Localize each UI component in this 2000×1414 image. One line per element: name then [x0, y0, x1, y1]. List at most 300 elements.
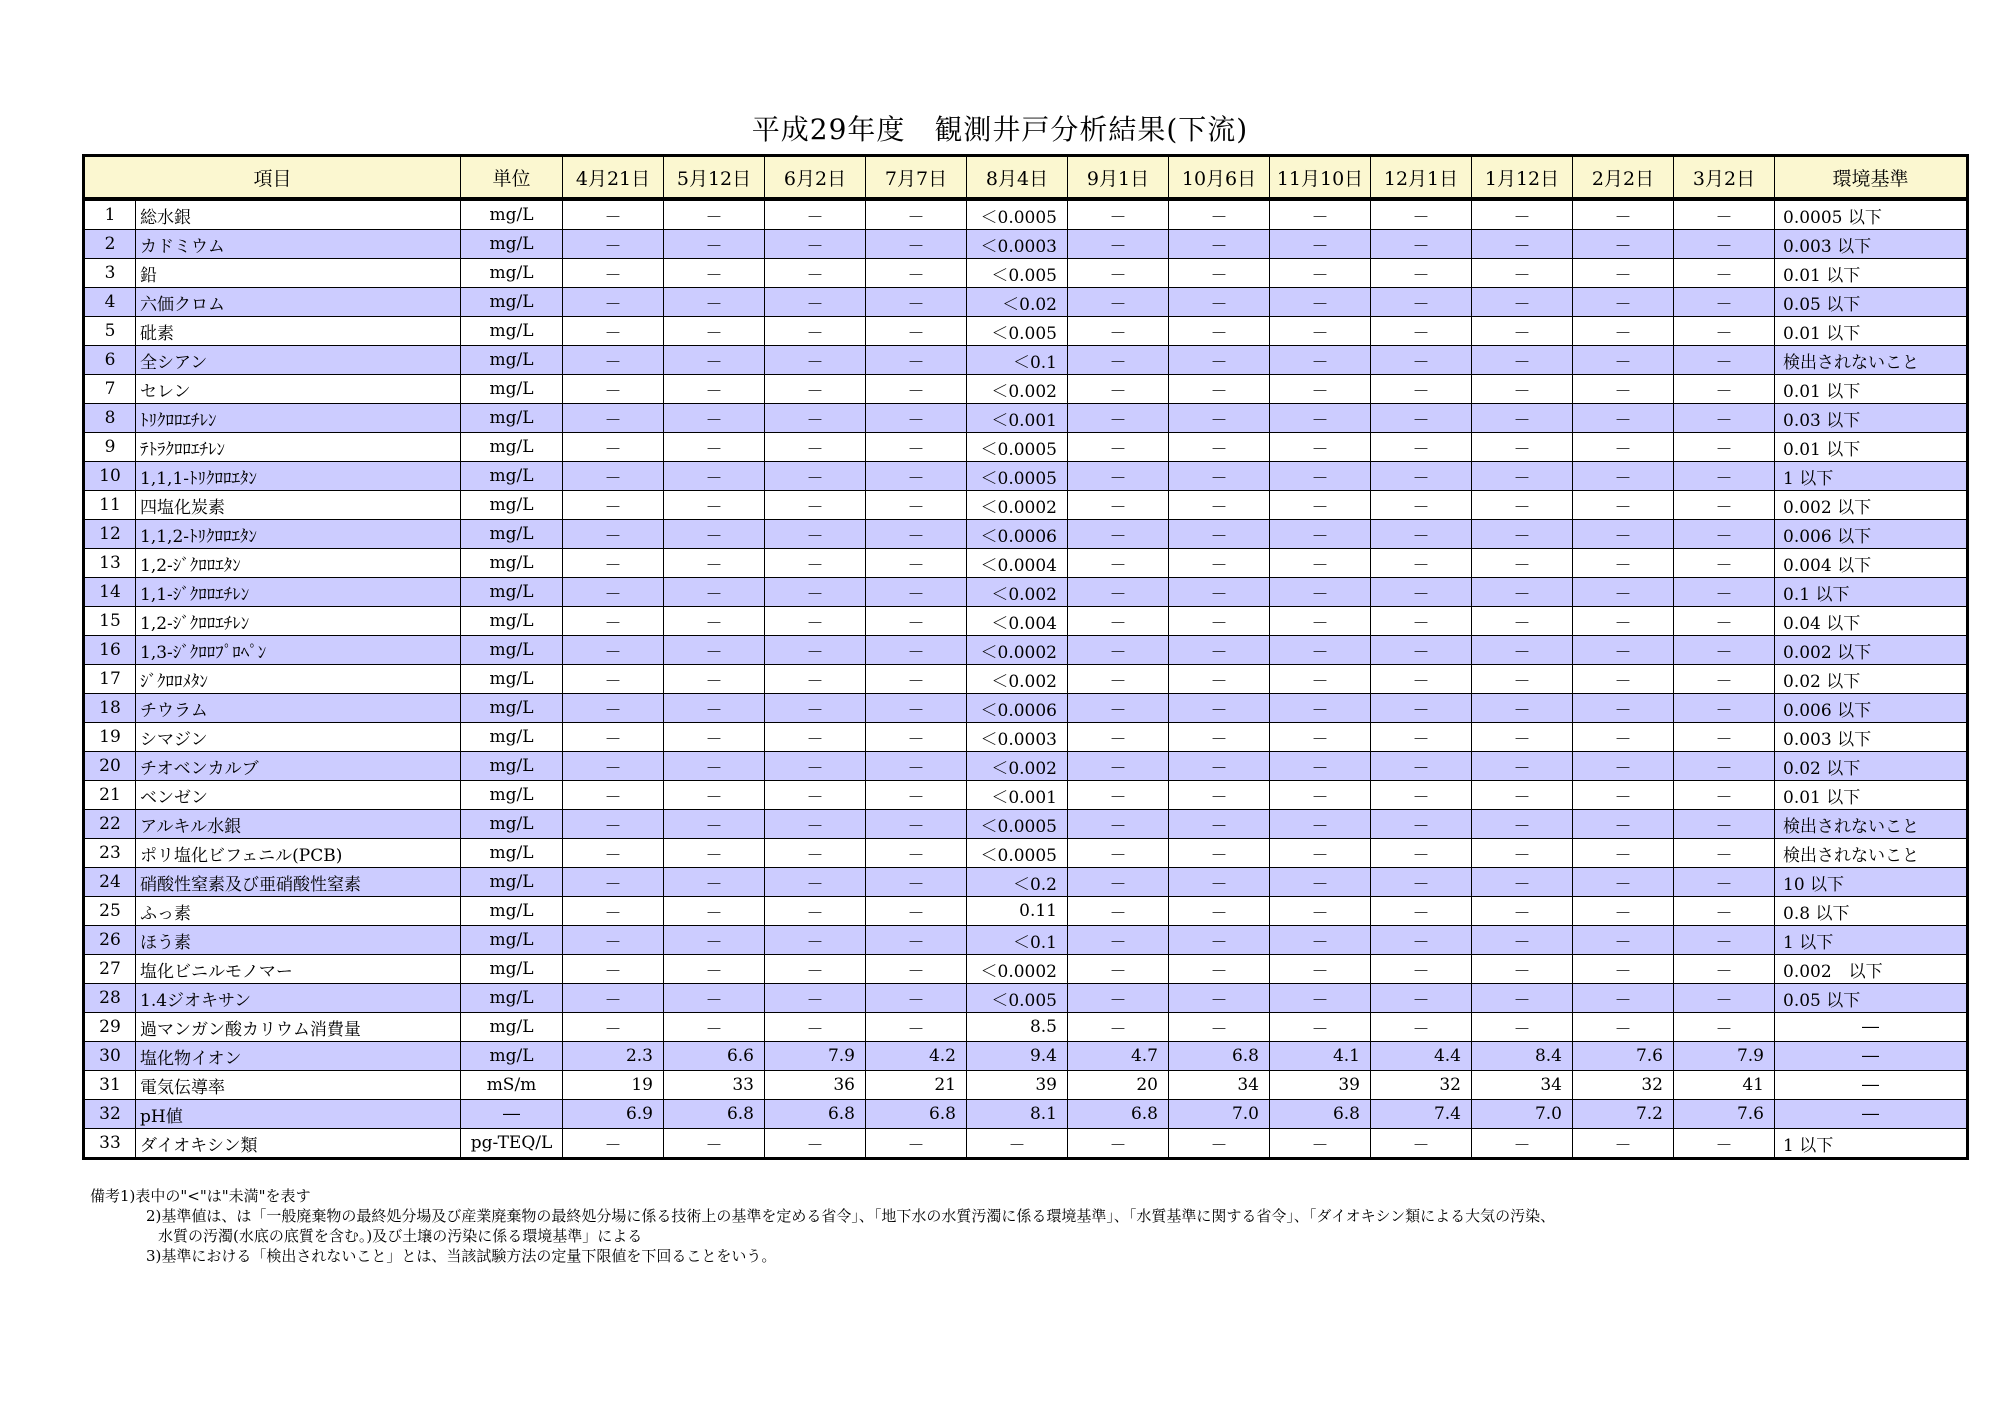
- value-cell: －: [1573, 781, 1674, 810]
- unit-cell: mg/L: [461, 694, 563, 723]
- value-cell: －: [1573, 723, 1674, 752]
- value-cell: －: [1371, 1013, 1472, 1042]
- value-cell: －: [1169, 491, 1270, 520]
- item-name: 鉛: [136, 259, 461, 288]
- value-cell: 34: [1169, 1071, 1270, 1100]
- header-standard: 環境基準: [1775, 156, 1968, 200]
- header-row: [84, 156, 1968, 200]
- row-number: 1: [84, 199, 136, 230]
- value-cell: －: [1371, 897, 1472, 926]
- value-cell: －: [1068, 926, 1169, 955]
- row-number: 11: [84, 491, 136, 520]
- value-cell: －: [563, 346, 664, 375]
- value-cell: －: [866, 230, 967, 259]
- value-cell: －: [664, 781, 765, 810]
- item-name: ベンゼン: [136, 781, 461, 810]
- value-cell: －: [1169, 578, 1270, 607]
- unit-cell: mg/L: [461, 1013, 563, 1042]
- value-cell: 33: [664, 1071, 765, 1100]
- value-cell: －: [1169, 1129, 1270, 1159]
- value-cell: －: [1371, 752, 1472, 781]
- header-date: 4月21日: [563, 156, 664, 200]
- value-cell: －: [1674, 984, 1775, 1013]
- value-cell: －: [1472, 636, 1573, 665]
- value-cell: －: [1573, 462, 1674, 491]
- value-cell: －: [1270, 810, 1371, 839]
- table-row: [84, 375, 1968, 404]
- value-cell: －: [765, 636, 866, 665]
- item-name: 過マンガン酸カリウム消費量: [136, 1013, 461, 1042]
- value-cell: －: [1674, 288, 1775, 317]
- table-row: [84, 578, 1968, 607]
- table-row: [84, 288, 1968, 317]
- value-cell: －: [1068, 984, 1169, 1013]
- row-number: 32: [84, 1100, 136, 1129]
- value-cell: ＜0.0005: [967, 462, 1068, 491]
- value-cell: －: [1068, 375, 1169, 404]
- value-cell: －: [1674, 230, 1775, 259]
- table-row: [84, 1100, 1968, 1129]
- table-row: [84, 723, 1968, 752]
- value-cell: －: [1472, 810, 1573, 839]
- value-cell: －: [563, 636, 664, 665]
- value-cell: －: [1270, 288, 1371, 317]
- row-number: 19: [84, 723, 136, 752]
- table-row: [84, 1129, 1968, 1159]
- value-cell: ＜0.001: [967, 781, 1068, 810]
- value-cell: －: [765, 549, 866, 578]
- analysis-table: [82, 154, 1969, 1160]
- value-cell: －: [765, 607, 866, 636]
- unit-cell: mg/L: [461, 636, 563, 665]
- value-cell: 41: [1674, 1071, 1775, 1100]
- header-date: 5月12日: [664, 156, 765, 200]
- item-name: 1.4ジオキサン: [136, 984, 461, 1013]
- value-cell: －: [664, 462, 765, 491]
- value-cell: －: [664, 955, 765, 984]
- value-cell: 36: [765, 1071, 866, 1100]
- value-cell: 7.6: [1674, 1100, 1775, 1129]
- value-cell: －: [1371, 520, 1472, 549]
- value-cell: －: [765, 346, 866, 375]
- table-row: [84, 404, 1968, 433]
- value-cell: －: [563, 317, 664, 346]
- note-line: 2)基準値は、は「一般廃棄物の最終処分場及び産業廃棄物の最終処分場に係る技術上の基準を定める省令」、「地下水の水質汚濁に係る環境基準」、「水質基準に関する省令」、「ダイオキシン類による大気の汚染、: [146, 1207, 1556, 1225]
- value-cell: －: [1068, 781, 1169, 810]
- value-cell: －: [1573, 549, 1674, 578]
- value-cell: －: [866, 199, 967, 230]
- value-cell: －: [866, 404, 967, 433]
- table-row: [84, 259, 1968, 288]
- value-cell: ＜0.002: [967, 752, 1068, 781]
- value-cell: 7.4: [1371, 1100, 1472, 1129]
- value-cell: －: [1068, 810, 1169, 839]
- value-cell: 6.8: [866, 1100, 967, 1129]
- value-cell: －: [1674, 781, 1775, 810]
- row-number: 20: [84, 752, 136, 781]
- value-cell: －: [1169, 346, 1270, 375]
- item-name: 総水銀: [136, 199, 461, 230]
- value-cell: －: [1371, 549, 1472, 578]
- value-cell: －: [1674, 520, 1775, 549]
- standard-cell: 0.05 以下: [1775, 288, 1968, 317]
- value-cell: －: [1674, 346, 1775, 375]
- standard-cell: 0.003 以下: [1775, 723, 1968, 752]
- value-cell: －: [1270, 665, 1371, 694]
- value-cell: －: [1169, 955, 1270, 984]
- unit-cell: mg/L: [461, 955, 563, 984]
- value-cell: －: [765, 955, 866, 984]
- value-cell: －: [1472, 199, 1573, 230]
- value-cell: －: [1674, 491, 1775, 520]
- value-cell: －: [1169, 404, 1270, 433]
- value-cell: －: [866, 259, 967, 288]
- value-cell: －: [1068, 462, 1169, 491]
- unit-cell: pg-TEQ/L: [461, 1129, 563, 1159]
- value-cell: 8.4: [1472, 1042, 1573, 1071]
- row-number: 8: [84, 404, 136, 433]
- value-cell: －: [1674, 549, 1775, 578]
- value-cell: ＜0.0003: [967, 723, 1068, 752]
- header-date: 6月2日: [765, 156, 866, 200]
- standard-cell: 検出されないこと: [1775, 839, 1968, 868]
- value-cell: －: [866, 694, 967, 723]
- value-cell: －: [765, 317, 866, 346]
- value-cell: －: [866, 433, 967, 462]
- value-cell: －: [1573, 404, 1674, 433]
- value-cell: 39: [1270, 1071, 1371, 1100]
- item-name: ふっ素: [136, 897, 461, 926]
- standard-cell: ―: [1775, 1071, 1968, 1100]
- row-number: 29: [84, 1013, 136, 1042]
- value-cell: －: [765, 868, 866, 897]
- value-cell: －: [664, 199, 765, 230]
- standard-cell: 検出されないこと: [1775, 810, 1968, 839]
- table-row: [84, 781, 1968, 810]
- item-name: セレン: [136, 375, 461, 404]
- value-cell: 6.6: [664, 1042, 765, 1071]
- value-cell: －: [664, 288, 765, 317]
- value-cell: －: [1270, 491, 1371, 520]
- header-date: 1月12日: [1472, 156, 1573, 200]
- standard-cell: 0.003 以下: [1775, 230, 1968, 259]
- value-cell: －: [1573, 578, 1674, 607]
- value-cell: －: [866, 984, 967, 1013]
- value-cell: －: [563, 723, 664, 752]
- value-cell: －: [1573, 955, 1674, 984]
- value-cell: －: [563, 926, 664, 955]
- value-cell: －: [866, 926, 967, 955]
- value-cell: ＜0.0002: [967, 491, 1068, 520]
- value-cell: －: [866, 1129, 967, 1159]
- item-name: チオベンカルブ: [136, 752, 461, 781]
- value-cell: －: [664, 984, 765, 1013]
- value-cell: －: [1270, 549, 1371, 578]
- standard-cell: 0.01 以下: [1775, 375, 1968, 404]
- value-cell: －: [563, 549, 664, 578]
- standard-cell: 0.01 以下: [1775, 259, 1968, 288]
- unit-cell: mg/L: [461, 230, 563, 259]
- item-name: ポリ塩化ビフェニル(PCB): [136, 839, 461, 868]
- unit-cell: mg/L: [461, 665, 563, 694]
- value-cell: －: [1371, 491, 1472, 520]
- unit-cell: mg/L: [461, 404, 563, 433]
- standard-cell: 0.01 以下: [1775, 317, 1968, 346]
- value-cell: －: [1674, 926, 1775, 955]
- value-cell: －: [563, 259, 664, 288]
- value-cell: 7.2: [1573, 1100, 1674, 1129]
- value-cell: －: [1674, 636, 1775, 665]
- value-cell: 21: [866, 1071, 967, 1100]
- value-cell: －: [1674, 607, 1775, 636]
- row-number: 26: [84, 926, 136, 955]
- value-cell: －: [1371, 288, 1472, 317]
- unit-cell: mg/L: [461, 578, 563, 607]
- value-cell: －: [1068, 1013, 1169, 1042]
- value-cell: －: [765, 897, 866, 926]
- value-cell: ＜0.004: [967, 607, 1068, 636]
- value-cell: －: [1169, 810, 1270, 839]
- value-cell: －: [563, 375, 664, 404]
- value-cell: －: [1674, 955, 1775, 984]
- value-cell: －: [1573, 1013, 1674, 1042]
- item-name: 全シアン: [136, 346, 461, 375]
- value-cell: ＜0.0005: [967, 433, 1068, 462]
- value-cell: －: [1674, 1129, 1775, 1159]
- value-cell: ＜0.002: [967, 665, 1068, 694]
- item-name: チウラム: [136, 694, 461, 723]
- value-cell: －: [1270, 897, 1371, 926]
- header-date: 10月6日: [1169, 156, 1270, 200]
- value-cell: －: [1472, 317, 1573, 346]
- value-cell: －: [1371, 868, 1472, 897]
- value-cell: －: [1674, 752, 1775, 781]
- row-number: 5: [84, 317, 136, 346]
- value-cell: －: [765, 810, 866, 839]
- value-cell: －: [1573, 199, 1674, 230]
- row-number: 4: [84, 288, 136, 317]
- value-cell: －: [1371, 230, 1472, 259]
- value-cell: －: [563, 578, 664, 607]
- unit-cell: mg/L: [461, 520, 563, 549]
- value-cell: －: [1068, 636, 1169, 665]
- value-cell: －: [1068, 955, 1169, 984]
- item-name: 1,1,1-ﾄﾘｸﾛﾛｴﾀﾝ: [136, 462, 461, 491]
- value-cell: －: [1068, 868, 1169, 897]
- value-cell: －: [1573, 607, 1674, 636]
- value-cell: －: [866, 346, 967, 375]
- table-row: [84, 955, 1968, 984]
- value-cell: －: [866, 781, 967, 810]
- value-cell: －: [1371, 199, 1472, 230]
- row-number: 23: [84, 839, 136, 868]
- row-number: 3: [84, 259, 136, 288]
- value-cell: －: [1674, 810, 1775, 839]
- row-number: 6: [84, 346, 136, 375]
- value-cell: －: [1674, 578, 1775, 607]
- value-cell: －: [1270, 462, 1371, 491]
- value-cell: －: [1169, 288, 1270, 317]
- value-cell: －: [1270, 404, 1371, 433]
- unit-cell: mg/L: [461, 752, 563, 781]
- item-name: 1,3-ｼﾞｸﾛﾛﾌﾟﾛﾍﾟﾝ: [136, 636, 461, 665]
- value-cell: －: [664, 752, 765, 781]
- value-cell: －: [1270, 955, 1371, 984]
- unit-cell: mg/L: [461, 897, 563, 926]
- unit-cell: mg/L: [461, 984, 563, 1013]
- standard-cell: 0.002 以下: [1775, 636, 1968, 665]
- value-cell: 19: [563, 1071, 664, 1100]
- table-row: [84, 665, 1968, 694]
- value-cell: －: [1472, 433, 1573, 462]
- value-cell: －: [765, 723, 866, 752]
- item-name: アルキル水銀: [136, 810, 461, 839]
- value-cell: 8.1: [967, 1100, 1068, 1129]
- value-cell: 6.8: [1068, 1100, 1169, 1129]
- value-cell: －: [1371, 462, 1472, 491]
- value-cell: －: [563, 288, 664, 317]
- value-cell: ＜0.0005: [967, 199, 1068, 230]
- value-cell: －: [1371, 665, 1472, 694]
- value-cell: －: [1068, 694, 1169, 723]
- value-cell: －: [1674, 317, 1775, 346]
- value-cell: －: [1270, 926, 1371, 955]
- value-cell: －: [866, 752, 967, 781]
- value-cell: －: [1169, 375, 1270, 404]
- value-cell: －: [1169, 636, 1270, 665]
- value-cell: －: [1270, 839, 1371, 868]
- value-cell: －: [1270, 984, 1371, 1013]
- value-cell: －: [1270, 317, 1371, 346]
- value-cell: －: [765, 520, 866, 549]
- item-name: 硝酸性窒素及び亜硝酸性窒素: [136, 868, 461, 897]
- row-number: 31: [84, 1071, 136, 1100]
- value-cell: 7.0: [1472, 1100, 1573, 1129]
- unit-cell: mg/L: [461, 491, 563, 520]
- standard-cell: 0.8 以下: [1775, 897, 1968, 926]
- header-date: 2月2日: [1573, 156, 1674, 200]
- value-cell: －: [1270, 694, 1371, 723]
- value-cell: －: [1472, 462, 1573, 491]
- note-line: 備考1)表中の"<"は"未満"を表す: [90, 1187, 311, 1205]
- item-name: 1,1,2-ﾄﾘｸﾛﾛｴﾀﾝ: [136, 520, 461, 549]
- value-cell: 20: [1068, 1071, 1169, 1100]
- value-cell: －: [1472, 375, 1573, 404]
- value-cell: －: [664, 549, 765, 578]
- value-cell: 2.3: [563, 1042, 664, 1071]
- value-cell: －: [1270, 520, 1371, 549]
- table-row: [84, 491, 1968, 520]
- value-cell: －: [1169, 897, 1270, 926]
- row-number: 12: [84, 520, 136, 549]
- value-cell: －: [1472, 897, 1573, 926]
- value-cell: －: [765, 665, 866, 694]
- value-cell: －: [1674, 199, 1775, 230]
- value-cell: －: [866, 607, 967, 636]
- value-cell: －: [1068, 1129, 1169, 1159]
- value-cell: －: [765, 404, 866, 433]
- value-cell: －: [563, 810, 664, 839]
- item-name: pH値: [136, 1100, 461, 1129]
- page-title: 平成29年度 観測井戸分析結果(下流): [751, 113, 1249, 146]
- standard-cell: 0.03 以下: [1775, 404, 1968, 433]
- value-cell: －: [1472, 491, 1573, 520]
- value-cell: －: [1169, 520, 1270, 549]
- value-cell: －: [563, 781, 664, 810]
- value-cell: －: [1068, 259, 1169, 288]
- value-cell: －: [664, 694, 765, 723]
- value-cell: －: [1068, 199, 1169, 230]
- value-cell: ＜0.002: [967, 375, 1068, 404]
- value-cell: －: [1573, 491, 1674, 520]
- value-cell: －: [664, 868, 765, 897]
- unit-cell: mg/L: [461, 462, 563, 491]
- table-row: [84, 694, 1968, 723]
- unit-cell: mg/L: [461, 839, 563, 868]
- item-name: 六価クロム: [136, 288, 461, 317]
- value-cell: －: [866, 665, 967, 694]
- row-number: 22: [84, 810, 136, 839]
- notes: [90, 1186, 1555, 1266]
- value-cell: －: [1573, 520, 1674, 549]
- value-cell: －: [1674, 665, 1775, 694]
- value-cell: ＜0.1: [967, 346, 1068, 375]
- value-cell: －: [1270, 723, 1371, 752]
- header-date: 11月10日: [1270, 156, 1371, 200]
- standard-cell: 0.02 以下: [1775, 665, 1968, 694]
- value-cell: －: [1068, 723, 1169, 752]
- note-line: 水質の汚濁(水底の底質を含む。)及び土壌の汚染に係る環境基準」による: [158, 1227, 643, 1245]
- value-cell: 6.8: [664, 1100, 765, 1129]
- table-row: [84, 317, 1968, 346]
- value-cell: －: [563, 199, 664, 230]
- value-cell: －: [866, 955, 967, 984]
- value-cell: －: [1674, 694, 1775, 723]
- value-cell: －: [1573, 230, 1674, 259]
- table-row: [84, 520, 1968, 549]
- row-number: 21: [84, 781, 136, 810]
- row-number: 7: [84, 375, 136, 404]
- value-cell: －: [1472, 404, 1573, 433]
- table-row: [84, 549, 1968, 578]
- value-cell: －: [1169, 462, 1270, 491]
- table-row: [84, 1013, 1968, 1042]
- row-number: 28: [84, 984, 136, 1013]
- value-cell: －: [1169, 781, 1270, 810]
- value-cell: －: [1068, 839, 1169, 868]
- value-cell: －: [1371, 404, 1472, 433]
- unit-cell: ―: [461, 1100, 563, 1129]
- value-cell: －: [1573, 259, 1674, 288]
- value-cell: －: [866, 462, 967, 491]
- standard-cell: 0.02 以下: [1775, 752, 1968, 781]
- row-number: 13: [84, 549, 136, 578]
- value-cell: －: [1270, 578, 1371, 607]
- value-cell: －: [1068, 346, 1169, 375]
- item-name: 四塩化炭素: [136, 491, 461, 520]
- value-cell: －: [563, 694, 664, 723]
- value-cell: 0.11: [967, 897, 1068, 926]
- standard-cell: 1 以下: [1775, 462, 1968, 491]
- value-cell: －: [1270, 868, 1371, 897]
- value-cell: －: [1169, 694, 1270, 723]
- value-cell: －: [1573, 375, 1674, 404]
- value-cell: －: [1371, 433, 1472, 462]
- value-cell: －: [563, 462, 664, 491]
- value-cell: －: [1169, 259, 1270, 288]
- standard-cell: ―: [1775, 1042, 1968, 1071]
- value-cell: －: [866, 636, 967, 665]
